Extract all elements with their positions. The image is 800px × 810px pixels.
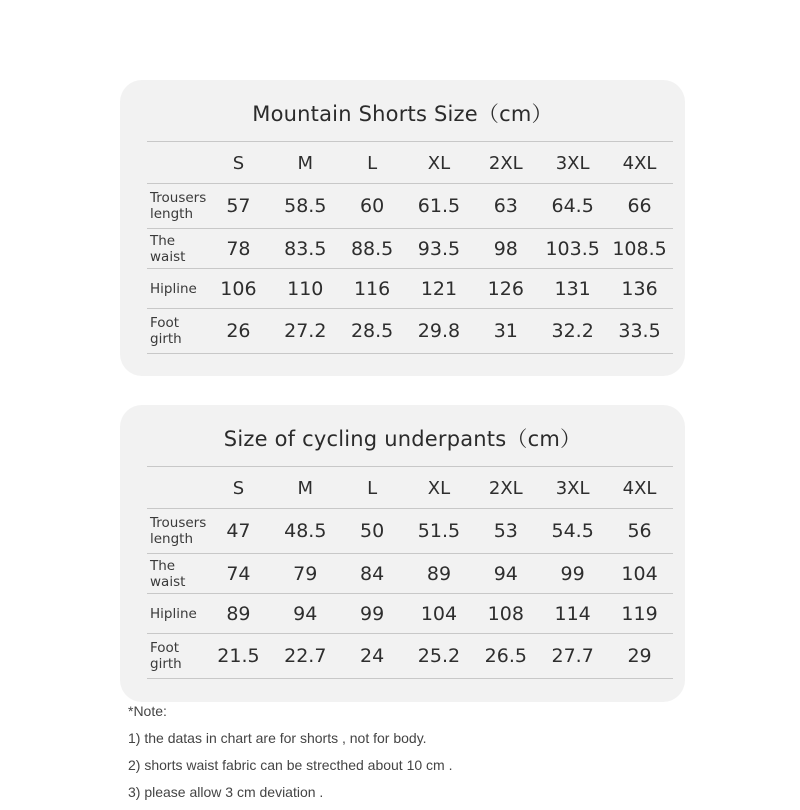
size-header: 4XL [606,468,673,509]
table-cell: 28.5 [339,309,406,354]
table-row [147,309,673,354]
table-cell: 83.5 [272,229,339,269]
table-cell: 121 [406,269,473,309]
table-cell: 24 [339,634,406,679]
table-cell: 21.5 [205,634,272,679]
table-cell: 27.7 [539,634,606,679]
row-label: Trousers length [147,509,205,554]
table-cell: 114 [539,594,606,634]
row-label: Foot girth [147,309,205,354]
table-row [147,184,673,229]
table-cell: 119 [606,594,673,634]
table-cell: 108.5 [606,229,673,269]
table-cell: 88.5 [339,229,406,269]
table-cell: 89 [205,594,272,634]
table-cell: 99 [539,554,606,594]
table-cell: 26 [205,309,272,354]
table-cell: 58.5 [272,184,339,229]
table-cell: 94 [472,554,539,594]
size-header: M [272,143,339,184]
note-item: 2) shorts waist fabric can be strecthed about 10 cm . [128,757,453,773]
table-cell: 50 [339,509,406,554]
table-cell: 110 [272,269,339,309]
table-cell: 56 [606,509,673,554]
size-header: 2XL [472,143,539,184]
table-title: Mountain Shorts Size（cm） [252,102,553,126]
note-item: 1) the datas in chart are for shorts , not for body. [128,730,427,746]
table-row [147,509,673,554]
row-label: Trousers length [147,184,205,229]
table-cell: 48.5 [272,509,339,554]
table-row [147,229,673,269]
table-cell: 26.5 [472,634,539,679]
table-cell: 79 [272,554,339,594]
table-cell: 61.5 [406,184,473,229]
size-header: L [339,143,406,184]
table-cell: 25.2 [406,634,473,679]
size-header: M [272,468,339,509]
table-cell: 57 [205,184,272,229]
corner-cell [147,143,205,184]
size-table [147,468,673,679]
table-cell: 29.8 [406,309,473,354]
table-cell: 31 [472,309,539,354]
table-cell: 136 [606,269,673,309]
table-cell: 74 [205,554,272,594]
table-cell: 116 [339,269,406,309]
table-cell: 33.5 [606,309,673,354]
size-table [147,143,673,354]
table-cell: 94 [272,594,339,634]
mountain-shorts-size-card [120,80,685,376]
divider [147,466,673,467]
table-cell: 27.2 [272,309,339,354]
table-cell: 66 [606,184,673,229]
table-cell: 131 [539,269,606,309]
table-cell: 126 [472,269,539,309]
table-cell: 104 [406,594,473,634]
table-row [147,269,673,309]
corner-cell [147,468,205,509]
table-cell: 54.5 [539,509,606,554]
table-cell: 104 [606,554,673,594]
size-header-row [147,468,673,509]
table-cell: 32.2 [539,309,606,354]
notes-section [128,702,453,810]
table-cell: 99 [339,594,406,634]
size-header: 3XL [539,143,606,184]
table-cell: 53 [472,509,539,554]
table-cell: 103.5 [539,229,606,269]
table-cell: 60 [339,184,406,229]
size-header: S [205,468,272,509]
size-header: XL [406,143,473,184]
table-cell: 47 [205,509,272,554]
table-cell: 89 [406,554,473,594]
table-row [147,634,673,679]
table-cell: 108 [472,594,539,634]
table-cell: 84 [339,554,406,594]
divider [147,141,673,142]
row-label: Hipline [147,594,205,634]
size-header: XL [406,468,473,509]
table-cell: 64.5 [539,184,606,229]
row-label: Hipline [147,269,205,309]
table-cell: 106 [205,269,272,309]
table-title: Size of cycling underpants（cm） [223,427,582,451]
row-label: The waist [147,554,205,594]
table-cell: 78 [205,229,272,269]
table-cell: 29 [606,634,673,679]
size-header: S [205,143,272,184]
table-row [147,554,673,594]
table-cell: 63 [472,184,539,229]
table-cell: 22.7 [272,634,339,679]
size-header: 4XL [606,143,673,184]
note-item: 3) please allow 3 cm deviation . [128,784,324,800]
size-header: 2XL [472,468,539,509]
row-label: The waist [147,229,205,269]
cycling-underpants-size-card [120,405,685,702]
row-label: Foot girth [147,634,205,679]
table-cell: 93.5 [406,229,473,269]
table-row [147,594,673,634]
note-heading: *Note: [128,703,167,719]
table-cell: 98 [472,229,539,269]
size-header: 3XL [539,468,606,509]
table-cell: 51.5 [406,509,473,554]
size-header-row [147,143,673,184]
size-header: L [339,468,406,509]
